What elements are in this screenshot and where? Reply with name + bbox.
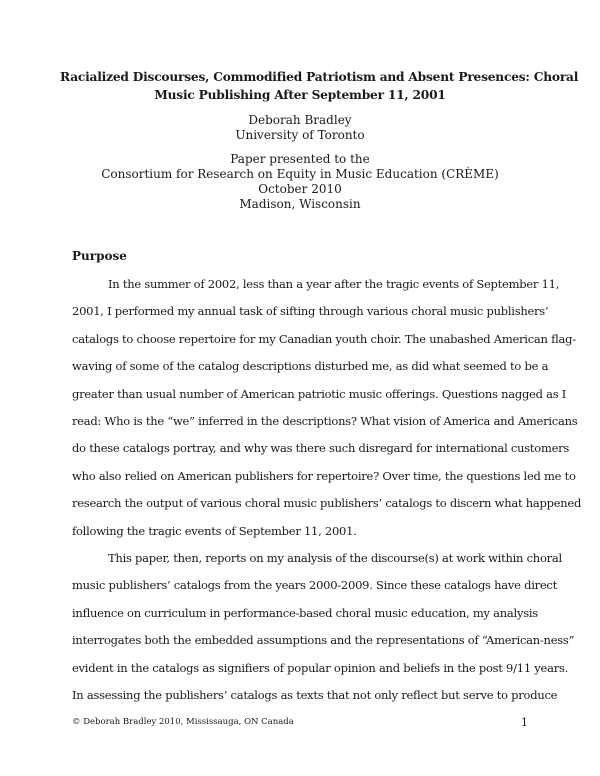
paragraph-line: influence on curriculum in performance-based choral music education, my analysis bbox=[72, 605, 538, 620]
paragraph-line: who also relied on American publishers for repertoire? Over time, the questions led me to bbox=[72, 468, 576, 483]
paper-title bbox=[60, 68, 579, 104]
section-heading: Purpose bbox=[72, 249, 127, 263]
paragraph-line: greater than usual number of American patriotic music offerings. Questions nagged as I bbox=[72, 386, 567, 401]
paragraph-line: research the output of various choral music publishers’ catalogs to discern what happened bbox=[72, 496, 582, 511]
title-line-1: Racialized Discourses, Commodified Patriotism and Absent Presences: Choral bbox=[60, 70, 579, 84]
paragraph-line: In the summer of 2002, less than a year after the tragic events of September 11, bbox=[108, 277, 560, 291]
paragraph-line: music publishers’ catalogs from the years 2000-2009. Since these catalogs have direct bbox=[72, 578, 557, 593]
page-number: 1 bbox=[521, 716, 528, 729]
paragraph-1 bbox=[72, 277, 582, 551]
presentation-location: Madison, Wisconsin bbox=[239, 197, 361, 211]
author-name: Deborah Bradley bbox=[248, 113, 352, 127]
author-affiliation: University of Toronto bbox=[235, 128, 365, 142]
paragraph-line: In assessing the publishers’ catalogs as texts that not only reflect but serve to produce bbox=[72, 687, 558, 702]
presentation-date: October 2010 bbox=[258, 182, 342, 196]
paragraph-line: This paper, then, reports on my analysis of the discourse(s) at work within choral bbox=[108, 551, 562, 565]
paragraph-line: do these catalogs portray, and why was there such disregard for international customers bbox=[72, 441, 570, 456]
paragraph-2 bbox=[72, 551, 575, 715]
conference-name: Consortium for Research on Equity in Music Education (CRÈME) bbox=[101, 167, 499, 181]
paragraph-line: following the tragic events of September 11, 2001. bbox=[72, 523, 357, 538]
title-line-2: Music Publishing After September 11, 2001 bbox=[154, 88, 446, 102]
paragraph-line: read: Who is the “we” inferred in the descriptions? What vision of America and Americans bbox=[72, 413, 578, 428]
presentation-block bbox=[60, 152, 540, 212]
paragraph-line: waving of some of the catalog descriptions disturbed me, as did what seemed to be a bbox=[72, 359, 549, 374]
author-block bbox=[60, 113, 540, 143]
paragraph-line: catalogs to choose repertoire for my Canadian youth choir. The unabashed American flag- bbox=[72, 331, 576, 346]
presented-to: Paper presented to the bbox=[230, 152, 370, 166]
paragraph-line: evident in the catalogs as signifiers of popular opinion and beliefs in the post 9/11 years. bbox=[72, 660, 569, 675]
paragraph-line: interrogates both the embedded assumptions and the representations of “American-ness” bbox=[72, 633, 575, 648]
paragraph-line: 2001, I performed my annual task of sifting through various choral music publishers’ bbox=[72, 304, 549, 319]
footer-copyright: © Deborah Bradley 2010, Mississauga, ON Canada bbox=[72, 717, 294, 727]
